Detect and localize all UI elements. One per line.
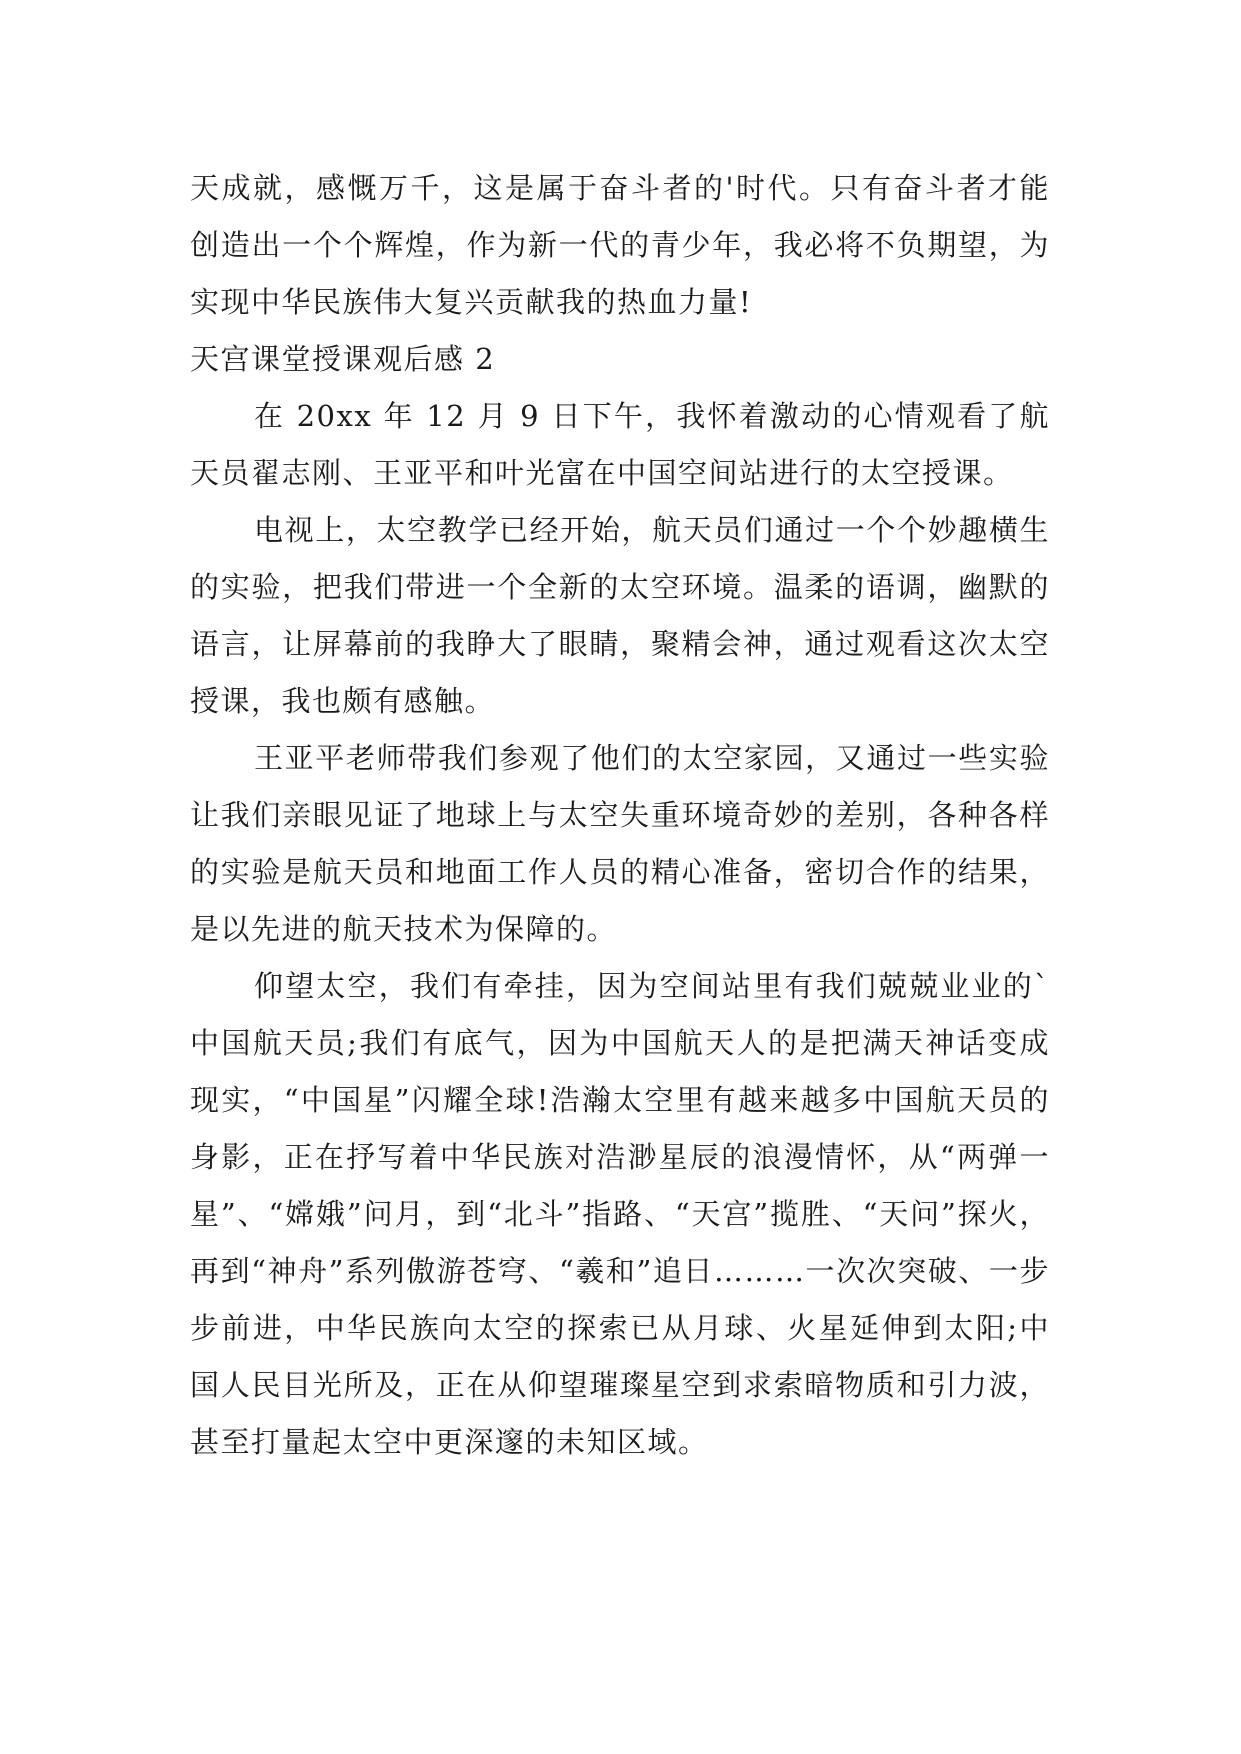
body-paragraph: 仰望太空，我们有牵挂，因为空间站里有我们兢兢业业的`中国航天员;我们有底气，因为中国航天人的是把满天神话变成现实，“中国星”闪耀全球!浩瀚太空里有越来越多中国航天员的身影，正在抒写着中华民族对浩渺星辰的浪漫情怀，从“两弹一星”、“嫦娥”问月，到“北斗”指路、“天宫”揽胜、“天问”探火，再到“神舟”系列傲游苍穹、“羲和”追日………一次次突破、一步步前进，中华民族向太空的探索已从月球、火星延伸到太阳;中国人民目光所及，正在从仰望璀璨星空到求索暗物质和引力波，甚至打量起太空中更深邃的未知区域。 (190, 969, 1050, 1459)
document-body (190, 160, 1050, 1471)
continuation-paragraph: 天成就，感慨万千，这是属于奋斗者的'时代。只有奋斗者才能创造出一个个辉煌，作为新一代的青少年，我必将不负期望，为实现中华民族伟大复兴贡献我的热血力量! (190, 171, 1050, 319)
body-paragraph: 在 20xx 年 12 月 9 日下午，我怀着激动的心情观看了航天员翟志刚、王亚平和叶光富在中国空间站进行的太空授课。 (190, 399, 1050, 490)
section-heading: 天宫课堂授课观后感 2 (190, 342, 496, 376)
body-paragraph: 电视上，太空教学已经开始，航天员们通过一个个妙趣横生的实验，把我们带进一个全新的太空环境。温柔的语调，幽默的语言，让屏幕前的我睁大了眼睛，聚精会神，通过观看这次太空授课，我也颇有感触。 (190, 513, 1050, 718)
body-paragraph: 王亚平老师带我们参观了他们的太空家园，又通过一些实验让我们亲眼见证了地球上与太空失重环境奇妙的差别，各种各样的实验是航天员和地面工作人员的精心准备，密切合作的结果，是以先进的航天技术为保障的。 (190, 741, 1050, 946)
